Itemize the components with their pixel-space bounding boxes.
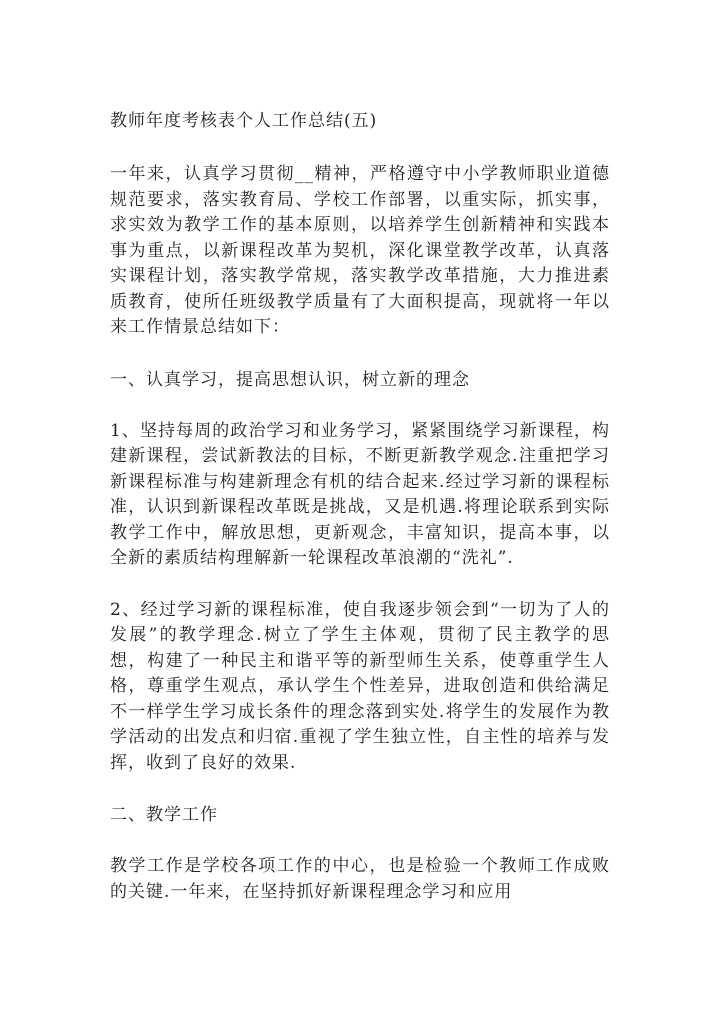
document-title: 教师年度考核表个人工作总结(五) bbox=[110, 111, 378, 131]
section-1-paragraph-1: 1、坚持每周的政治学习和业务学习，紧紧围绕学习新课程，构建新课程，尝试新教法的目标，不断更新教学观念.注重把学习新课程标准与构建新理念有机的结合起来.经过学习新的课程标准，认识到新课程改革既是挑战，又是机遇.将理论联系到实际教学工作中，解放思想，更新观念，丰富知识，提高本事，以全新的素质结构理解新一轮课程改革浪潮的“洗礼”. bbox=[110, 420, 610, 568]
section-2-heading: 二、教学工作 bbox=[110, 805, 218, 825]
intro-paragraph: 一年来，认真学习贯彻__精神，严格遵守中小学教师职业道德规范要求，落实教育局、学校工作部署，以重实际，抓实事，求实效为教学工作的基本原则，以培养学生创新精神和实践本事为重点，以新课程改革为契机，深化课堂教学改革，认真落实课程计划，落实教学常规，落实教学改革措施，大力推进素质教育，使所任班级教学质量有了大面积提高，现就将一年以来工作情景总结如下： bbox=[110, 164, 610, 337]
section-1-paragraph-2: 2、经过学习新的课程标准，使自我逐步领会到“一切为了人的发展”的教学理念.树立了学生主体观，贯彻了民主教学的思想，构建了一种民主和谐平等的新型师生关系，使尊重学生人格，尊重学生观点，承认学生个性差异，进取创造和供给满足不一样学生学习成长条件的理念落到实处.将学生的发展作为教学活动的出发点和归宿.重视了学生独立性，自主性的培养与发挥，收到了良好的效果. bbox=[110, 599, 610, 773]
document-page bbox=[110, 100, 610, 931]
section-2-paragraph-1: 教学工作是学校各项工作的中心，也是检验一个教师工作成败的关键.一年来，在坚持抓好新课程理念学习和应用 bbox=[110, 856, 610, 902]
section-1-heading: 一、认真学习，提高思想认识，树立新的理念 bbox=[110, 369, 470, 390]
